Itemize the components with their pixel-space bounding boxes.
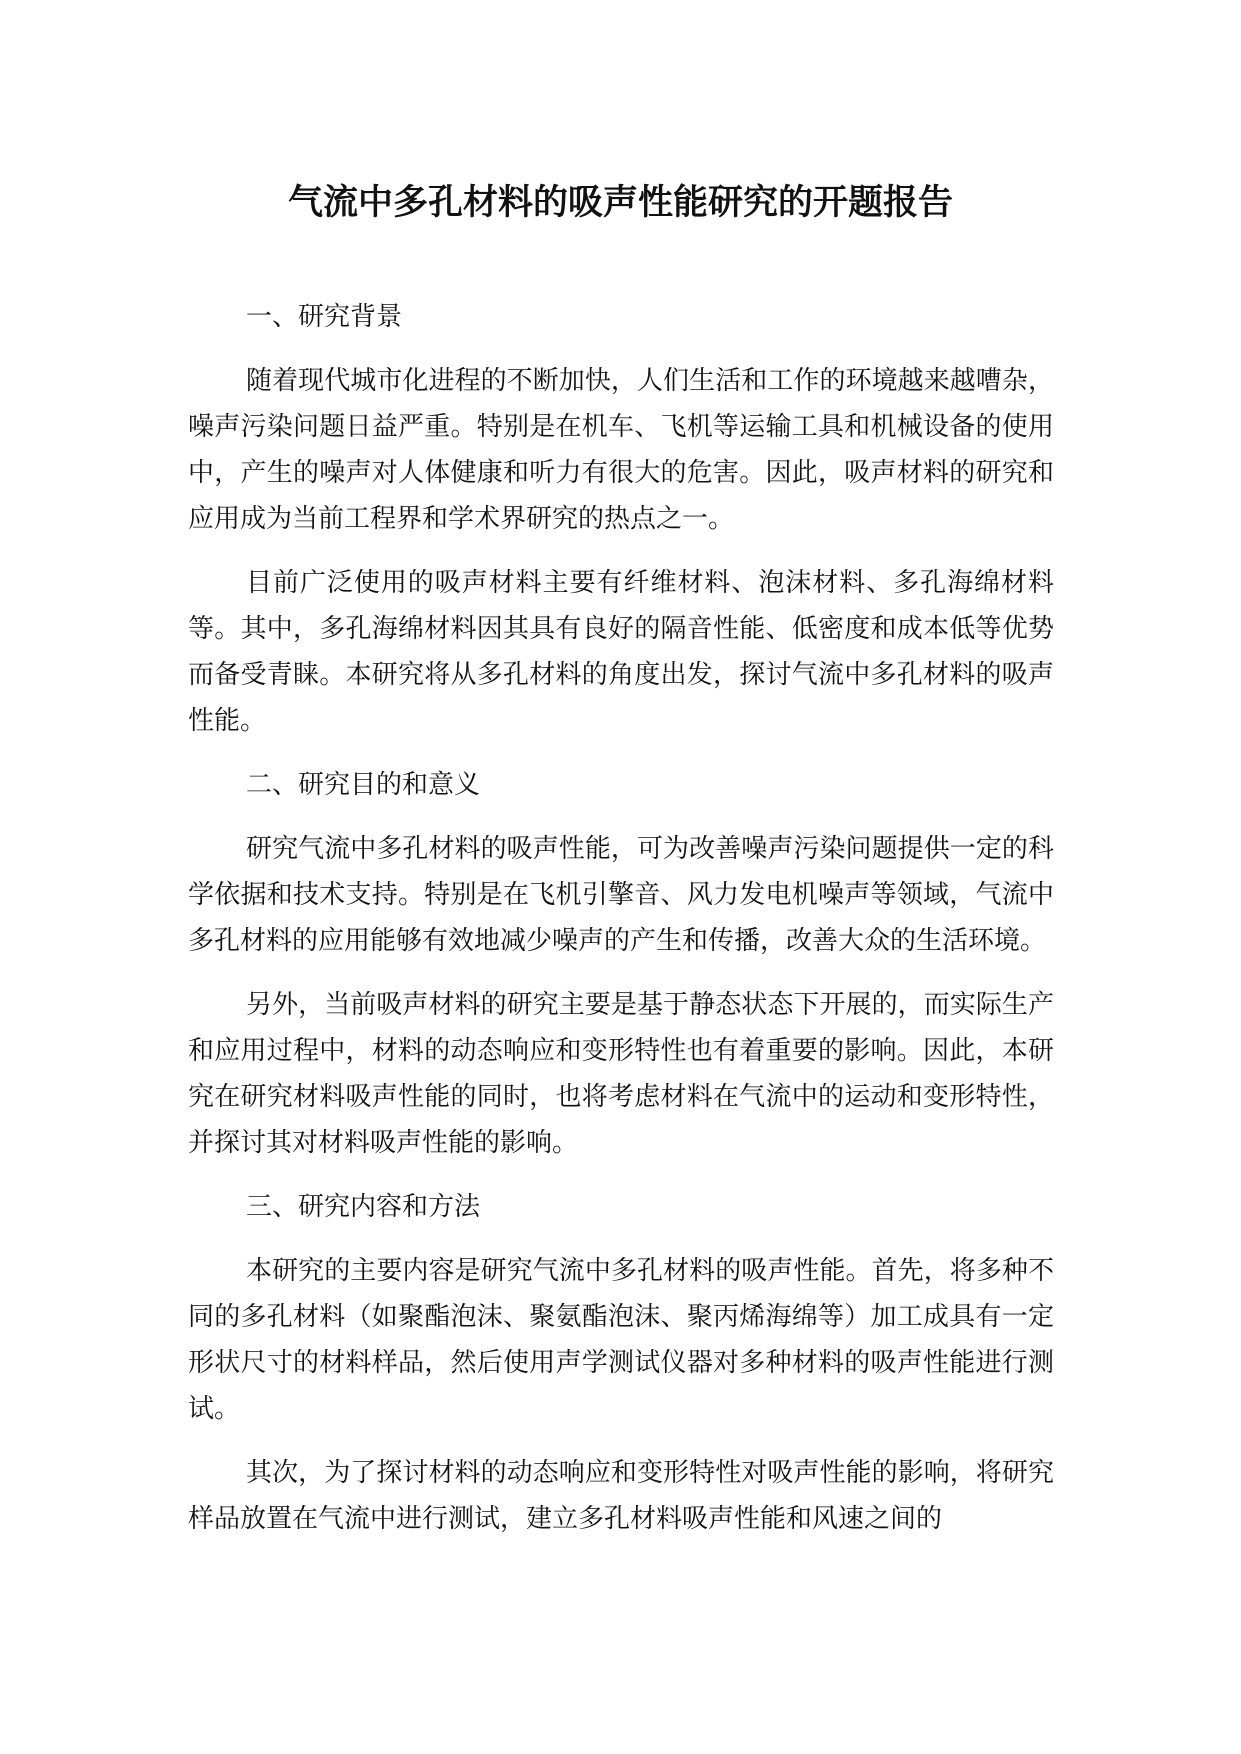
section-heading-methods: 三、研究内容和方法 (246, 1192, 481, 1222)
section-heading-purpose: 二、研究目的和意义 (246, 770, 481, 800)
paragraph: 目前广泛使用的吸声材料主要有纤维材料、泡沫材料、多孔海绵材料等。其中，多孔海绵材料因其具有良好的隔音性能、低密度和成本低等优势而备受青睐。本研究将从多孔材料的角度出发，探讨气流中多孔材料的吸声性能。 (188, 568, 1054, 736)
paragraph: 本研究的主要内容是研究气流中多孔材料的吸声性能。首先，将多种不同的多孔材料（如聚酯泡沫、聚氨酯泡沫、聚丙烯海绵等）加工成具有一定形状尺寸的材料样品，然后使用声学测试仪器对多种材料的吸声性能进行测试。 (188, 1256, 1054, 1424)
paragraph: 随着现代城市化进程的不断加快，人们生活和工作的环境越来越嘈杂，噪声污染问题日益严重。特别是在机车、飞机等运输工具和机械设备的使用中，产生的噪声对人体健康和听力有很大的危害。因此，吸声材料的研究和应用成为当前工程界和学术界研究的热点之一。 (188, 366, 1054, 534)
document-title: 气流中多孔材料的吸声性能研究的开题报告 (287, 183, 953, 223)
document-body (188, 294, 1054, 1542)
paragraph: 另外，当前吸声材料的研究主要是基于静态状态下开展的，而实际生产和应用过程中，材料的动态响应和变形特性也有着重要的影响。因此，本研究在研究材料吸声性能的同时，也将考虑材料在气流中的运动和变形特性，并探讨其对材料吸声性能的影响。 (188, 990, 1054, 1158)
paragraph: 研究气流中多孔材料的吸声性能，可为改善噪声污染问题提供一定的科学依据和技术支持。特别是在飞机引擎音、风力发电机噪声等领域，气流中多孔材料的应用能够有效地减少噪声的产生和传播，改善大众的生活环境。 (188, 834, 1054, 956)
section-heading-background: 一、研究背景 (246, 302, 403, 332)
paragraph: 其次，为了探讨材料的动态响应和变形特性对吸声性能的影响，将研究样品放置在气流中进行测试，建立多孔材料吸声性能和风速之间的 (188, 1458, 1054, 1534)
